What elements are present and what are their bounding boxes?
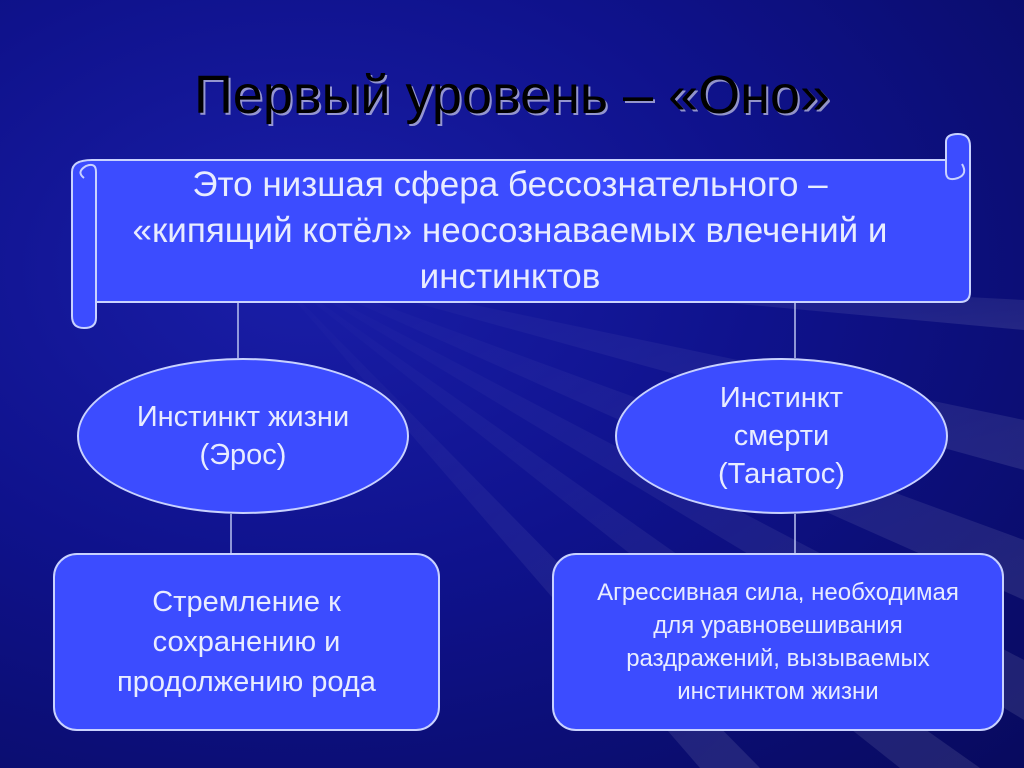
life-instinct-label: Инстинкт жизни (Эрос) (136, 401, 350, 471)
death-instinct-label: Инстинкт смерти (Танатос) (718, 382, 845, 490)
death-description-box (552, 553, 1004, 731)
death-instinct-node (615, 358, 948, 514)
scroll-text: Это низшая сфера бессознательного – «кипящий котёл» неосознаваемых влечений и инстинктов (132, 165, 888, 296)
life-description-text: Стремление к сохранению и продолжению рода (117, 586, 376, 698)
slide-title: Первый уровень – «Оно» (193, 65, 831, 125)
death-description-text: Агрессивная сила, необходимая для уравновешивания раздражений, вызываемых инстинктом жизни (597, 579, 959, 705)
life-description-box (53, 553, 440, 731)
life-instinct-node (77, 358, 409, 514)
